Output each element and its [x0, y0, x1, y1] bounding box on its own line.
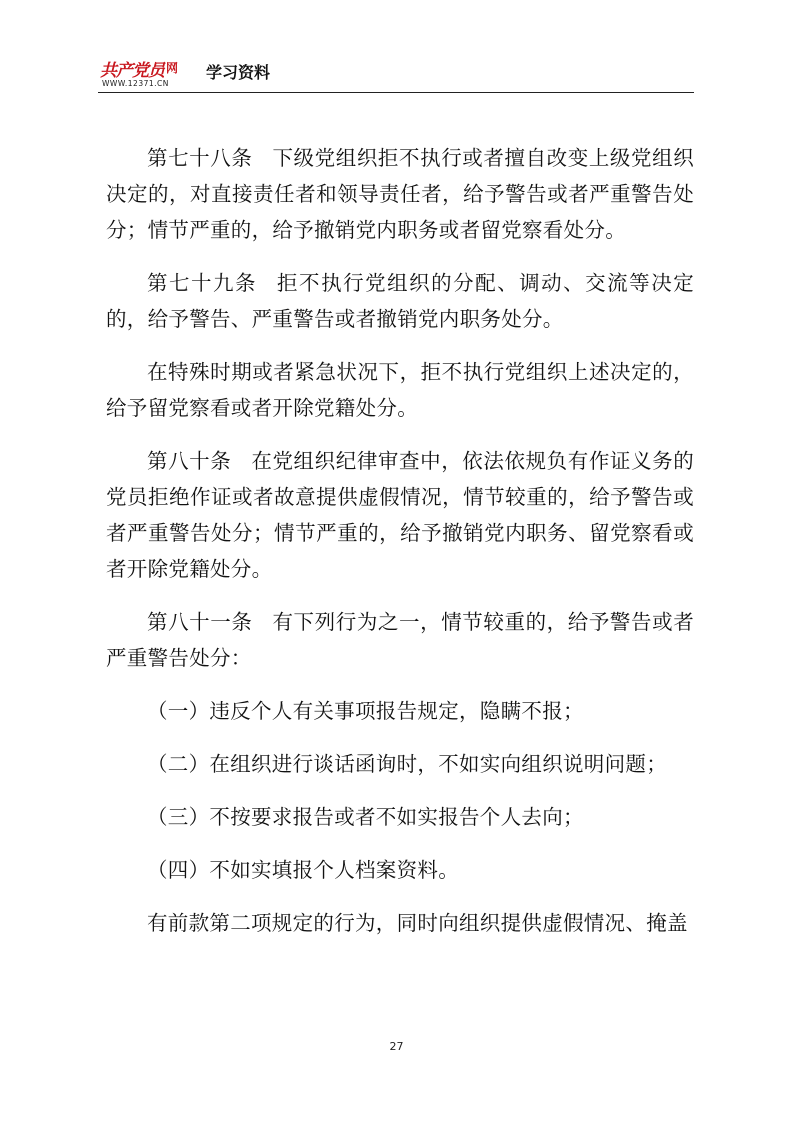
paragraph-article-80 [106, 443, 694, 587]
header-title: 学习资料 [206, 63, 271, 82]
paragraph-text: 拒不执行党组织的分配、调动、交流等决定的，给予警告、严重警告或者撤销党内职务处分。 [106, 271, 694, 331]
article-number: 第七十八条 [147, 146, 253, 170]
paragraph-text: 下级党组织拒不执行或者擅自改变上级党组织决定的，对直接责任者和领导责任者，给予警告或者严重警告处分；情节严重的，给予撤销党内职务或者留党察看处分。 [106, 146, 695, 242]
header-divider [98, 92, 694, 93]
paragraph-text: 在特殊时期或者紧急状况下，拒不执行党组织上述决定的，给予留党察看或者开除党籍处分。 [106, 360, 694, 420]
paragraph-special-period [106, 354, 694, 426]
article-number: 第八十条 [147, 449, 232, 473]
paragraph-article-78 [106, 140, 694, 248]
list-item: （三）不按要求报告或者不如实报告个人去向； [147, 805, 584, 829]
list-item: （二）在组织进行谈话函询时，不如实向组织说明问题； [147, 752, 667, 776]
page-number: 27 [389, 1040, 404, 1053]
paragraph-article-81 [106, 604, 694, 676]
page-header [100, 56, 694, 96]
document-body [106, 140, 694, 958]
article-number: 第七十九条 [147, 271, 258, 295]
article-number: 第八十一条 [147, 610, 253, 634]
paragraph-closing: 有前款第二项规定的行为，同时向组织提供虚假情况、掩盖 [147, 911, 688, 935]
logo-script-text: 共产党员 [100, 61, 164, 81]
site-logo[interactable] [100, 56, 196, 92]
list-item: （一）违反个人有关事项报告规定，隐瞒不报； [147, 699, 584, 723]
list-item: （四）不如实填报个人档案资料。 [147, 858, 459, 882]
logo-wang-text: 网 [166, 61, 179, 75]
paragraph-text: 在党组织纪律审查中，依法依规负有作证义务的党员拒绝作证或者故意提供虚假情况，情节较重的，给予警告或者严重警告处分；情节严重的，给予撤销党内职务、留党察看或者开除党籍处分。 [106, 449, 694, 581]
paragraph-article-79 [106, 265, 694, 337]
paragraph-text: 有下列行为之一，情节较重的，给予警告或者严重警告处分： [106, 610, 695, 670]
logo-url-text: WWW.12371.CN [102, 79, 169, 88]
